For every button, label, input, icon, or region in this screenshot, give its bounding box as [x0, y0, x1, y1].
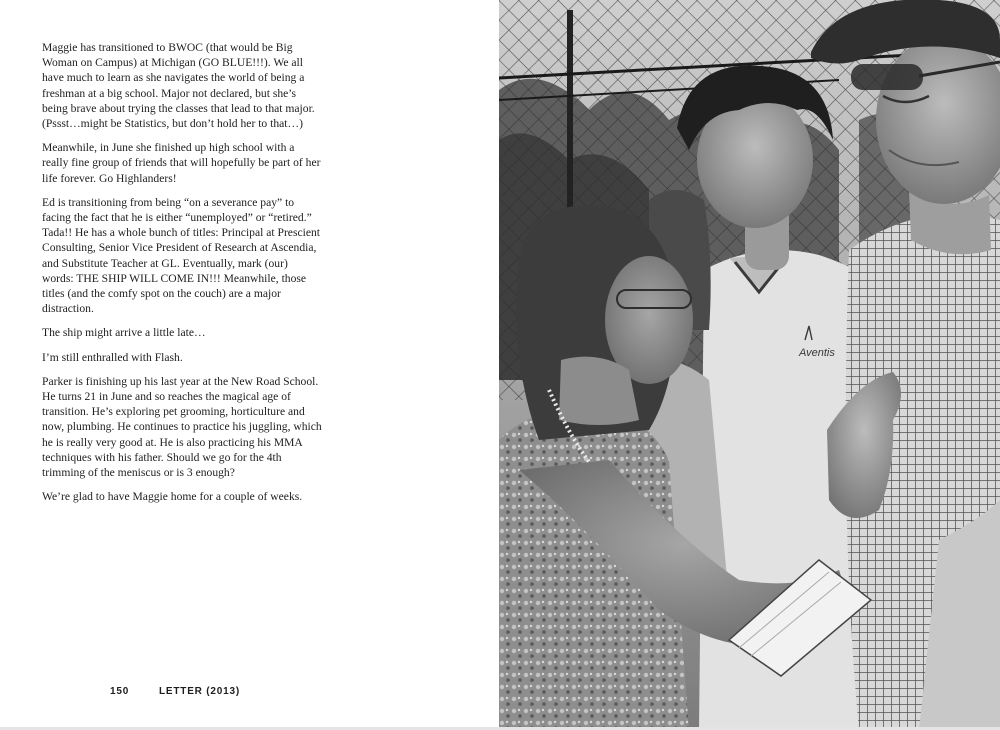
- paragraph-maggie-home: We’re glad to have Maggie home for a couple of weeks.: [42, 490, 303, 504]
- paragraph-maggie-college: Maggie has transitioned to BWOC (that would be Big Woman on Campus) at Michigan (GO BLUE!!!). We all have much to learn as she navigates the world of being a freshman at a big school. Major not declared, but she’s being brave about trying the classes that lead to that major. (Pssst…might be Statistics, but don’t hold her to that…): [42, 41, 315, 131]
- paragraph-flash: I’m still enthralled with Flash.: [42, 350, 183, 364]
- paragraph-ed-transition: Ed is transitioning from being “on a severance pay” to facing the fact that he is either “unemployed” or “retired.” Tada!! He has a whole bunch of titles: Principal at Prescient Consulting, Senior Vice President of Research at Ascendia, and Substitute Teacher at GL. Eventually, mark (our) words: THE SHIP WILL COME IN!!! Meanwhile, those titles (and the comfy spot on the couch) are a major distraction.: [42, 195, 320, 316]
- paragraph-ship-late: The ship might arrive a little late…: [42, 326, 206, 340]
- shirt-logo-text: Aventis: [799, 347, 835, 359]
- left-page: [0, 0, 499, 730]
- page-number: 150: [110, 686, 130, 697]
- letter-text-column: [42, 40, 322, 513]
- paragraph-maggie-highschool: Meanwhile, in June she finished up high school with a really fine group of friends that will hopefully be part of her life forever. Go Highlanders!: [42, 141, 321, 185]
- paragraph-parker: Parker is finishing up his last year at the New Road School. He turns 21 in June and so reaches the magical age of transition. He’s exploring pet grooming, horticulture and now, plumbing. He continues to practice his juggling, which he is really very good at. He is also practicing his MMA techniques with his father. Should we go for the 4th trimming of the meniscus or is 3 enough?: [42, 374, 322, 480]
- older-man-sunglasses: [851, 64, 923, 90]
- running-head: LETTER (2013): [159, 686, 240, 697]
- right-page-photo: [499, 0, 1000, 730]
- family-photo: [499, 0, 1000, 730]
